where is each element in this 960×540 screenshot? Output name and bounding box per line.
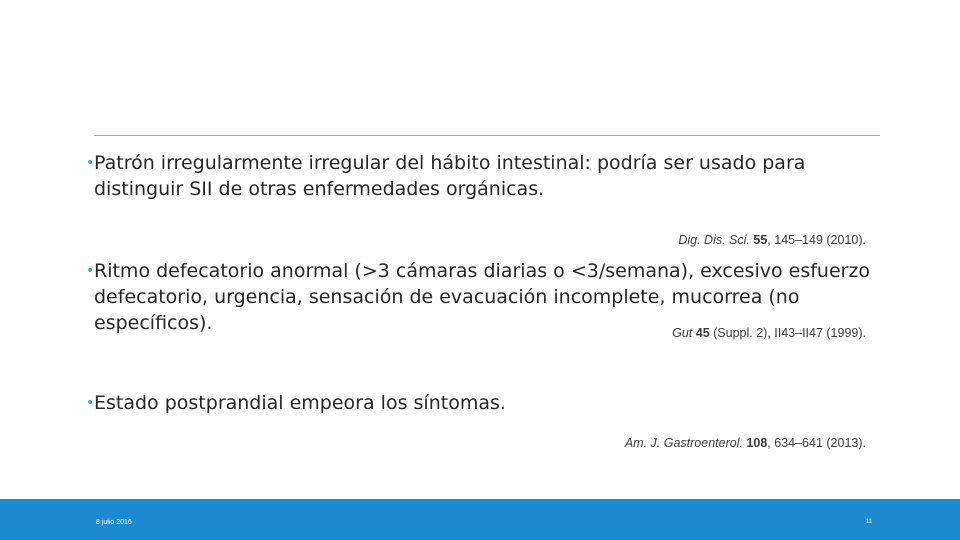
reference-journal: Gut: [672, 326, 693, 340]
bullet-item: [86, 390, 886, 416]
reference-details: (Suppl. 2), II43–II47 (1999).: [709, 326, 866, 340]
footer-bar: [0, 499, 960, 540]
reference-citation: [625, 436, 866, 450]
reference-details: , 634–641 (2013).: [767, 436, 866, 450]
reference-journal: Am. J. Gastroenterol.: [624, 436, 743, 450]
bullet-text: Ritmo defecatorio anormal (>3 cámaras diarias o <3/semana), excesivo esfuerzo defecatorio, urgencia, sensación de evacuación incomplete, mucorrea (no específicos).: [94, 260, 871, 334]
reference-volume: 55: [753, 233, 768, 247]
bullet-marker-icon: •: [86, 155, 95, 171]
page-number: 11: [865, 519, 872, 525]
reference-details: , 145–149 (2010).: [767, 233, 866, 247]
reference-journal: Dig. Dis. Sci.: [678, 233, 750, 247]
bullet-text: Estado postprandial empeora los síntomas.: [94, 392, 506, 414]
bullet-marker-icon: •: [86, 263, 95, 279]
bullet-text: Patrón irregularmente irregular del hábito intestinal: podría ser usado para distinguir SII de otras enfermedades orgánicas.: [94, 152, 806, 200]
reference-citation: [672, 326, 866, 340]
reference-citation: [678, 233, 866, 247]
reference-volume: 108: [746, 436, 768, 450]
bullet-item: [86, 258, 886, 336]
reference-volume: 45: [695, 326, 710, 340]
title-divider: [94, 135, 880, 136]
footer-date: 8 julio 2016: [96, 519, 132, 526]
bullet-item: [86, 150, 886, 202]
bullet-marker-icon: •: [86, 395, 95, 411]
